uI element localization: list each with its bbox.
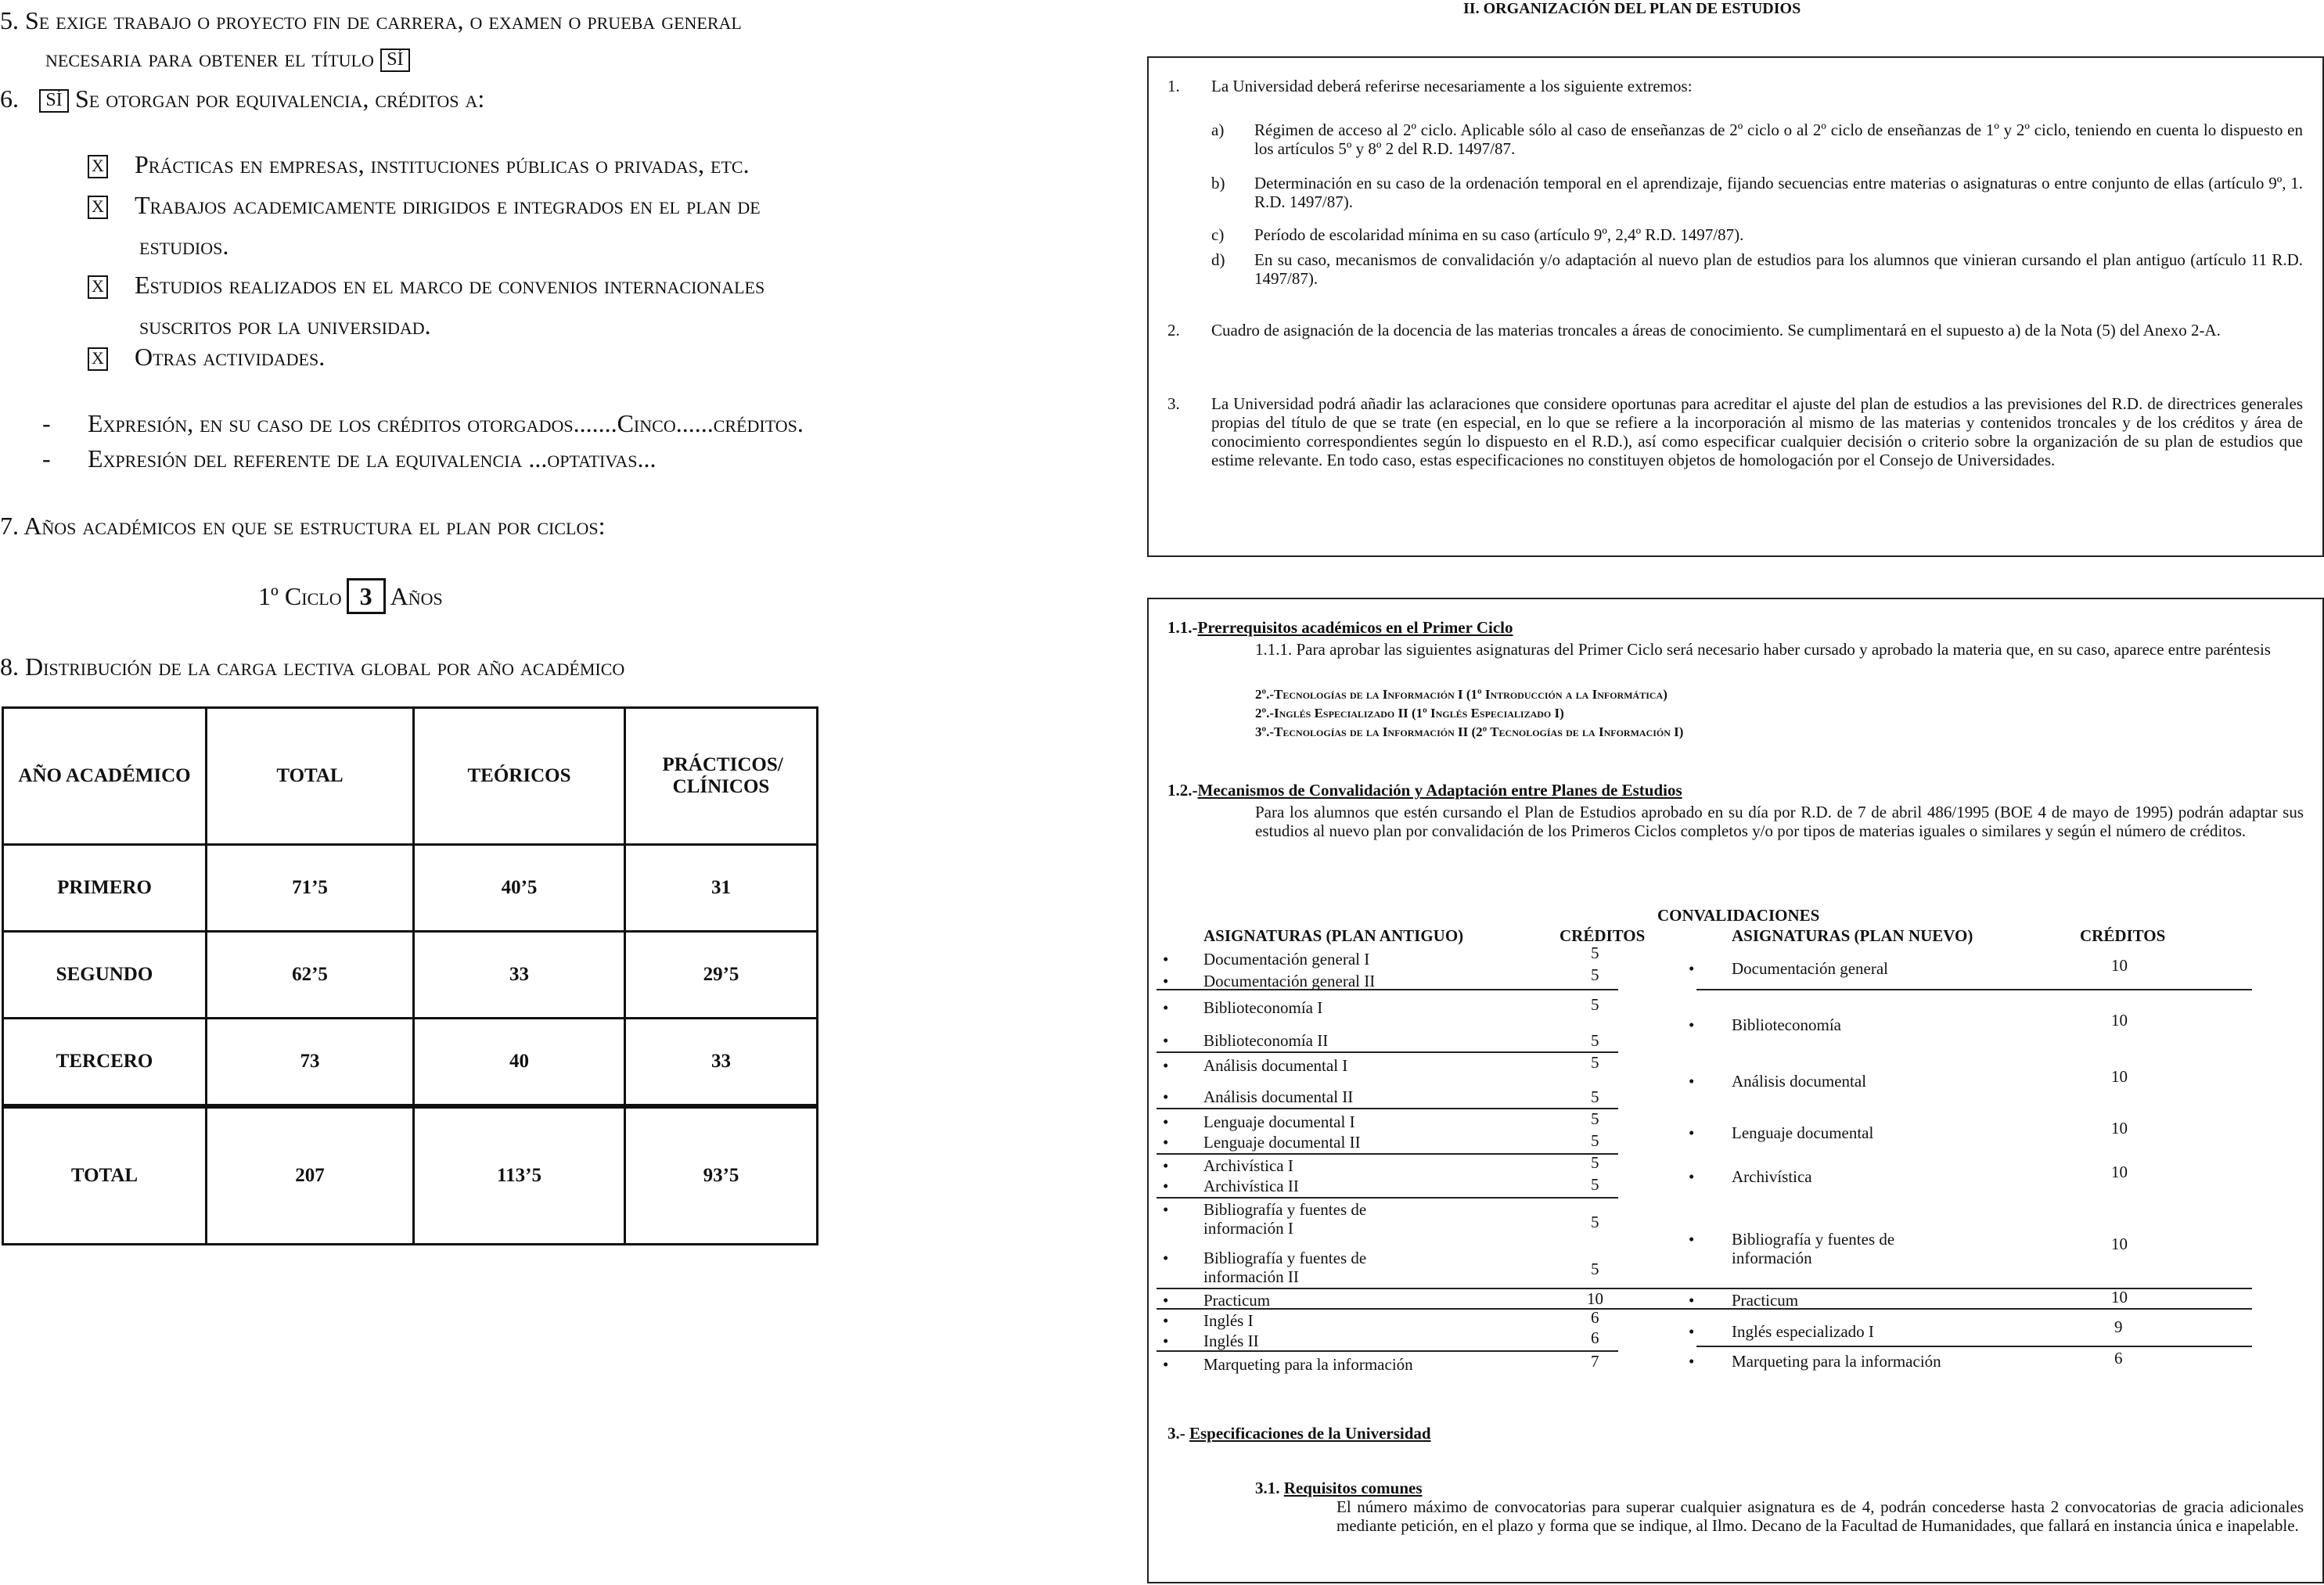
si-box-6: SÍ <box>39 89 69 113</box>
old-subject: Análisis documental I <box>1203 1056 1348 1075</box>
section-title: II. ORGANIZACIÓN DEL PLAN DE ESTUDIOS <box>1463 0 1801 17</box>
bullet-icon: • <box>1163 1056 1169 1075</box>
p1-number: 1. <box>1167 77 1180 95</box>
old-credits: 5 <box>1591 1031 1599 1050</box>
heading-text: Requisitos comunes <box>1283 1479 1423 1497</box>
item-7: 7. Años académicos en que se estructura el plan por ciclos: <box>0 512 606 540</box>
old-subject: Archivística I <box>1203 1156 1293 1175</box>
heading-3 <box>1167 1424 1431 1443</box>
table-cell: 93’5 <box>625 1106 818 1245</box>
dash-1: - <box>42 409 51 437</box>
si-box: SÍ <box>380 49 410 72</box>
col-cred: CRÉDITOS <box>1560 926 1646 945</box>
old-credits: 6 <box>1591 1308 1599 1327</box>
heading-3-1 <box>1255 1479 1423 1497</box>
divider <box>1157 1197 1618 1199</box>
checkbox-checked-icon: X <box>88 275 108 299</box>
old-credits: 5 <box>1591 1053 1599 1072</box>
p-1-1-1: 1.1.1. Para aprobar las siguientes asignaturas del Primer Ciclo será necesario haber cursado y aprobado la materia que, en su caso, aparece entre paréntesis <box>1255 640 2271 659</box>
conv-title: CONVALIDACIONES <box>1657 906 1820 925</box>
bullet-icon: • <box>1689 1322 1695 1341</box>
old-credits: 5 <box>1591 965 1599 984</box>
p2-number: 2. <box>1167 321 1180 340</box>
old-subject: Biblioteconomía I <box>1203 998 1323 1017</box>
option-trabajos <box>88 185 761 225</box>
old-credits: 10 <box>1587 1289 1603 1308</box>
bullet-icon: • <box>1163 998 1169 1017</box>
table-row <box>3 1019 818 1107</box>
option-label: Otras actividades. <box>135 343 326 371</box>
a-text: Régimen de acceso al 2º ciclo. Aplicable sólo al caso de enseñanzas de 2º ciclo o al 2º ciclo de enseñanzas de 1º y 2º ciclo, teniendo en cuenta lo dispuesto en los artículos 5º y 8º 2 del R.D. 1497/87. <box>1254 120 2303 158</box>
option-label: Estudios realizados en el marco de convenios internacionales <box>135 271 765 299</box>
expr-referente: Expresión del referente de la equivalencia ...optativas... <box>88 444 657 473</box>
divider <box>1157 1153 1618 1155</box>
table-cell: 73 <box>207 1019 414 1107</box>
old-credits: 7 <box>1591 1352 1599 1371</box>
old-subject: Inglés II <box>1203 1332 1259 1350</box>
instructions-box <box>1147 56 2324 557</box>
divider <box>1157 1350 1618 1352</box>
option-otras <box>88 336 325 377</box>
new-subject: Inglés especializado I <box>1732 1322 1874 1341</box>
bullet-icon: • <box>1163 1200 1169 1219</box>
a-label: a) <box>1211 120 1225 139</box>
bullet-icon: • <box>1689 1072 1695 1091</box>
item-6 <box>0 78 484 119</box>
bullet-icon: • <box>1689 1352 1695 1371</box>
b-label: b) <box>1211 174 1225 192</box>
old-credits: 5 <box>1591 943 1599 962</box>
old-credits: 5 <box>1591 1109 1599 1128</box>
bullet-icon: • <box>1689 1123 1695 1142</box>
table-cell: 29’5 <box>625 932 818 1019</box>
bullet-icon: • <box>1163 1249 1169 1267</box>
bullet-icon: • <box>1163 972 1169 990</box>
old-subject: Biblioteconomía II <box>1203 1031 1329 1050</box>
heading-1-2 <box>1167 781 1682 800</box>
table-cell: TERCERO <box>3 1019 207 1107</box>
new-credits: 10 <box>2111 1067 2128 1086</box>
col-cred2: CRÉDITOS <box>2080 926 2166 945</box>
new-credits: 10 <box>2111 956 2128 975</box>
option-practicas <box>88 144 750 185</box>
heading-number: 3.- <box>1167 1424 1185 1443</box>
new-subject-cont: información <box>1732 1249 1812 1267</box>
p-1-2: Para los alumnos que estén cursando el Plan de Estudios aprobado en su día por R.D. de 7 de abril 486/1995 (BOE 4 de mayo de 1995) podrán adaptar sus estudios al nuevo plan por convalidación de los Primeros Ciclos completos y/o por tipos de materias iguales o similares y según el número de créditos. <box>1255 803 2304 840</box>
option-label: Prácticas en empresas, instituciones públicas o privadas, etc. <box>135 150 750 178</box>
new-subject: Lenguaje documental <box>1732 1123 1874 1142</box>
table-row <box>3 845 818 932</box>
plan-details-box <box>1147 598 2324 1583</box>
d-text: En su caso, mecanismos de convalidación y/o adaptación al nuevo plan de estudios para los alumnos que vinieran cursando el plan antiguo (artículo 11 R.D. 1497/87). <box>1254 250 2303 288</box>
new-subject: Documentación general <box>1732 959 1888 978</box>
option-label: Trabajos academicamente dirigidos e integrados en el plan de <box>135 191 761 219</box>
bullet-icon: • <box>1163 1332 1169 1350</box>
old-subject: Marqueting para la información <box>1203 1355 1413 1374</box>
bullet-icon: • <box>1163 1087 1169 1106</box>
bullet-icon: • <box>1163 1112 1169 1131</box>
heading-text: Prerrequisitos académicos en el Primer Ciclo <box>1197 618 1513 637</box>
divider <box>1157 989 1618 990</box>
divider <box>1157 1308 2252 1310</box>
new-credits: 10 <box>2111 1163 2128 1181</box>
d-label: d) <box>1211 250 1225 269</box>
old-credits: 6 <box>1591 1328 1599 1347</box>
p1-text: La Universidad deberá referirse necesariamente a los siguiente extremos: <box>1211 77 1693 95</box>
p3-text: La Universidad podrá añadir las aclaraciones que considere oportunas para acreditar el ajuste del plan de estudios a las previsiones del R.D. de directrices generales propias del título de que se trate (en especial, en lo que se refiere a la incorporación al mismo de las materias y contenidos troncales y de los créditos y área de conocimiento correspondientes según lo dispuesto en el R.D.), así como especificar cualquier decisión o criterio sobre la organización de su plan de estudios que estime relevante. En todo caso, estas especificaciones no constituyen objetos de homologación por el Consejo de Universidades. <box>1211 394 2303 469</box>
old-subject: Archivística II <box>1203 1177 1299 1195</box>
old-credits: 5 <box>1591 1175 1599 1194</box>
carga-lectiva-table <box>2 706 818 1245</box>
ciclo-label: 1º Ciclo <box>258 582 342 610</box>
bullet-icon: • <box>1689 1230 1695 1249</box>
old-subject: Documentación general I <box>1203 950 1370 969</box>
old-subject: Lenguaje documental II <box>1203 1133 1361 1152</box>
heading-number: 1.1.- <box>1167 618 1198 637</box>
old-credits: 5 <box>1591 1260 1599 1278</box>
item-5-line1: 5. Se exige trabajo o proyecto fin de carrera, o examen o prueba general <box>0 6 742 34</box>
table-row <box>3 932 818 1019</box>
new-credits: 6 <box>2114 1349 2123 1368</box>
new-subject: Practicum <box>1732 1291 1799 1310</box>
checkbox-checked-icon: X <box>88 155 108 178</box>
ciclo-unit: Años <box>390 582 443 610</box>
new-credits: 9 <box>2114 1317 2123 1336</box>
new-credits: 10 <box>2111 1119 2128 1138</box>
bullet-icon: • <box>1163 1031 1169 1050</box>
old-subject: Practicum <box>1203 1291 1271 1310</box>
table-cell: TOTAL <box>3 1106 207 1245</box>
col-new: ASIGNATURAS (PLAN NUEVO) <box>1732 926 1973 945</box>
table-header-cell: PRÁCTICOS/ CLÍNICOS <box>625 708 818 845</box>
old-credits: 5 <box>1591 1131 1599 1150</box>
ciclo-line <box>258 576 443 616</box>
old-credits: 5 <box>1591 1153 1599 1172</box>
heading-number: 1.2.- <box>1167 781 1198 800</box>
table-header-cell: TOTAL <box>207 708 414 845</box>
item-5-text: necesaria para obtener el título <box>45 44 374 72</box>
table-cell: 33 <box>625 1019 818 1107</box>
bullet-icon: • <box>1163 1291 1169 1310</box>
divider <box>1157 1288 2252 1289</box>
old-subject: Análisis documental II <box>1203 1087 1354 1106</box>
bullet-icon: • <box>1163 1156 1169 1175</box>
new-subject: Análisis documental <box>1732 1072 1867 1091</box>
table-cell: 62’5 <box>207 932 414 1019</box>
table-cell: SEGUNDO <box>3 932 207 1019</box>
bullet-icon: • <box>1163 950 1169 969</box>
checkbox-checked-icon: X <box>88 347 108 371</box>
old-subject: Bibliografía y fuentes de <box>1203 1249 1367 1267</box>
bullet-icon: • <box>1689 1015 1695 1034</box>
expr-creditos: Expresión, en su caso de los créditos otorgados.......Cinco......créditos. <box>88 409 804 437</box>
old-subject: Documentación general II <box>1203 972 1376 990</box>
divider <box>1696 1346 2252 1347</box>
bullet-icon: • <box>1689 959 1695 978</box>
old-credits: 5 <box>1591 1213 1599 1231</box>
table-cell: 31 <box>625 845 818 932</box>
p3-number: 3. <box>1167 394 1180 413</box>
old-credits: 5 <box>1591 1087 1599 1106</box>
old-subject-cont: información I <box>1203 1219 1293 1238</box>
heading-number: 3.1. <box>1255 1479 1280 1497</box>
new-credits: 10 <box>2111 1235 2128 1253</box>
bullet-icon: • <box>1689 1167 1695 1186</box>
heading-text: Mecanismos de Convalidación y Adaptación entre Planes de Estudios <box>1197 781 1682 800</box>
old-credits: 5 <box>1591 995 1599 1014</box>
old-subject-cont: información II <box>1203 1267 1299 1286</box>
bullet-icon: • <box>1163 1133 1169 1152</box>
table-cell: PRIMERO <box>3 845 207 932</box>
divider <box>1696 989 2252 990</box>
option-estudios-cont: suscritos por la universidad. <box>139 311 431 340</box>
new-subject: Biblioteconomía <box>1732 1015 1841 1034</box>
option-trabajos-cont: estudios. <box>139 232 229 260</box>
table-cell: 40 <box>414 1019 625 1107</box>
col-old: ASIGNATURAS (PLAN ANTIGUO) <box>1203 926 1464 945</box>
table-cell: 33 <box>414 932 625 1019</box>
table-total-row <box>3 1106 818 1245</box>
bullet-icon: • <box>1163 1177 1169 1195</box>
item-6-number: 6. <box>0 84 19 113</box>
table-header-row <box>3 708 818 845</box>
ciclo-years-box: 3 <box>347 578 386 614</box>
table-cell: 71’5 <box>207 845 414 932</box>
p2-text: Cuadro de asignación de la docencia de las materias troncales a áreas de conocimiento. Se cumplimentará en el supuesto a) de la Nota (5) del Anexo 2-A. <box>1211 321 2221 340</box>
prereq-2: 2º.-Inglés Especializado II (1º Inglés Especializado I) <box>1255 706 1564 721</box>
dash-2: - <box>42 444 51 473</box>
new-subject: Archivística <box>1732 1167 1812 1186</box>
divider <box>1157 1051 1618 1053</box>
table-header-cell: AÑO ACADÉMICO <box>3 708 207 845</box>
prereq-1: 2º.-Tecnologías de la Información I (1º Introducción a la Informática) <box>1255 687 1667 702</box>
new-credits: 10 <box>2111 1288 2128 1306</box>
p-3-1: El número máximo de convocatorias para superar cualquier asignatura es de 4, podrán concederse hasta 2 convocatorias de gracia adicionales mediante petición, en el plazo y forma que se indique, al Ilmo. Decano de la Facultad de Humanidades, que fallará en instancia única e inapelable. <box>1336 1497 2304 1535</box>
table-cell: 207 <box>207 1106 414 1245</box>
item-5-line2 <box>45 38 410 78</box>
table-cell: 40’5 <box>414 845 625 932</box>
heading-text: Especificaciones de la Universidad <box>1189 1424 1431 1443</box>
old-subject: Inglés I <box>1203 1311 1254 1330</box>
option-estudios <box>88 264 764 305</box>
bullet-icon: • <box>1163 1355 1169 1374</box>
divider <box>1157 1108 1618 1109</box>
table-header-cell: TEÓRICOS <box>414 708 625 845</box>
new-subject: Marqueting para la información <box>1732 1352 1941 1371</box>
old-subject: Bibliografía y fuentes de <box>1203 1200 1367 1219</box>
new-credits: 10 <box>2111 1011 2128 1030</box>
c-label: c) <box>1211 225 1225 244</box>
prereq-3: 3º.-Tecnologías de la Información II (2º Tecnologías de la Información I) <box>1255 724 1684 739</box>
checkbox-checked-icon: X <box>88 196 108 219</box>
item-8: 8. Distribución de la carga lectiva global por año académico <box>0 652 625 681</box>
new-subject: Bibliografía y fuentes de <box>1732 1230 1895 1249</box>
old-subject: Lenguaje documental I <box>1203 1112 1355 1131</box>
heading-1-1 <box>1167 618 1513 637</box>
item-6-text: Se otorgan por equivalencia, créditos a: <box>75 84 485 113</box>
table-cell: 113’5 <box>414 1106 625 1245</box>
bullet-icon: • <box>1163 1311 1169 1330</box>
b-text: Determinación en su caso de la ordenación temporal en el aprendizaje, fijando secuencias entre materias o asignaturas o entre conjunto de ellas (artículo 9º, 1. R.D. 1497/87). <box>1254 174 2303 211</box>
c-text: Período de escolaridad mínima en su caso (artículo 9º, 2,4º R.D. 1497/87). <box>1254 225 1744 244</box>
bullet-icon: • <box>1689 1291 1695 1310</box>
